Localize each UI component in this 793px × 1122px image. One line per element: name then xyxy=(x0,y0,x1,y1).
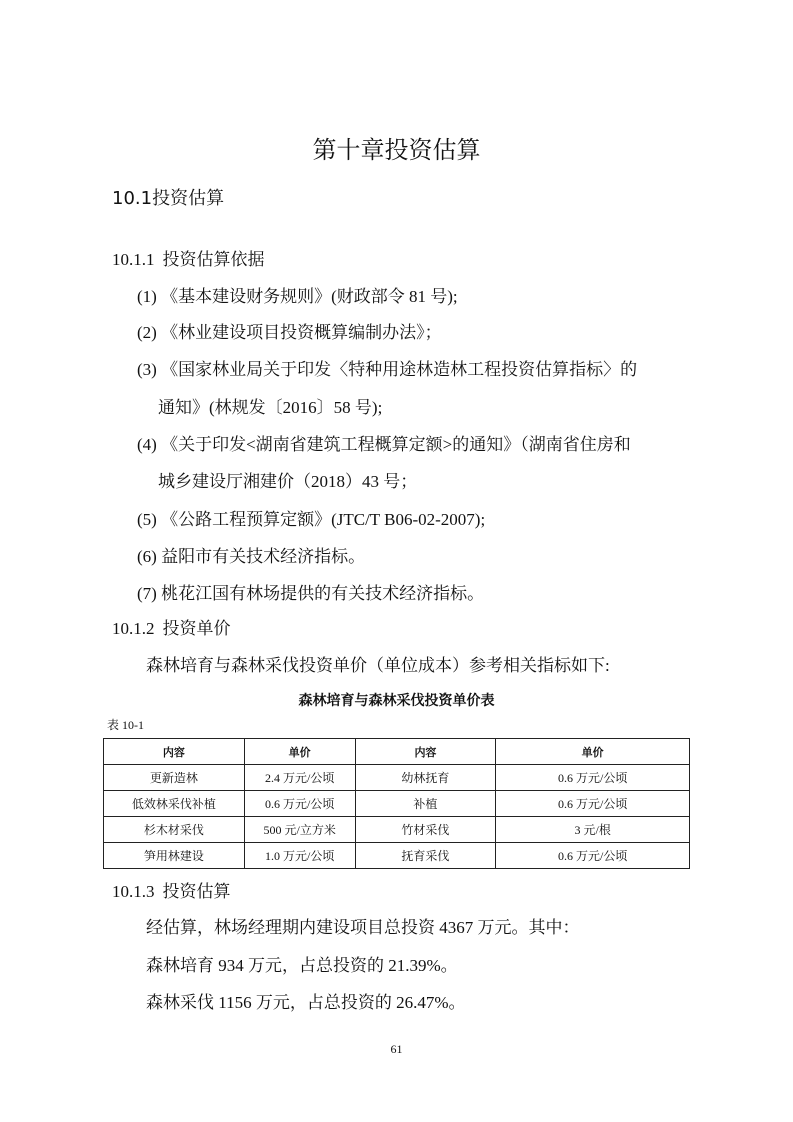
table-cell: 抚育采伐 xyxy=(355,843,496,869)
basis-item: (4) 《关于印发<湖南省建筑工程概算定额>的通知》（湖南省住房和 xyxy=(137,435,631,454)
subsection-number: 10.1.2 xyxy=(112,619,155,638)
table-cell: 3 元/根 xyxy=(496,817,690,843)
table-cell: 2.4 万元/公顷 xyxy=(244,765,355,791)
page-number: 61 xyxy=(390,1042,403,1056)
basis-item-continued: 城乡建设厅湘建价（2018）43 号； xyxy=(158,472,418,491)
header-cell: 内容 xyxy=(355,739,496,765)
basis-item-continued: 通知》(林规发〔2016〕58 号); xyxy=(158,398,383,417)
paragraph: 森林培育 934 万元，占总投资的 21.39%。 xyxy=(146,956,458,975)
unit-price-table xyxy=(103,738,690,869)
basis-item: (6) 益阳市有关技术经济指标。 xyxy=(137,547,366,566)
table-cell: 更新造林 xyxy=(104,765,245,791)
table-cell: 0.6 万元/公顷 xyxy=(244,791,355,817)
table-row xyxy=(104,791,690,817)
subsection-title: 投资估算依据 xyxy=(162,250,265,270)
table-cell: 幼林抚育 xyxy=(355,765,496,791)
table-cell: 500 元/立方米 xyxy=(244,817,355,843)
basis-item: (2) 《林业建设项目投资概算编制办法》； xyxy=(137,323,442,342)
subsection-heading-10-1-3 xyxy=(112,877,231,902)
header-cell: 单价 xyxy=(244,739,355,765)
table-cell: 0.6 万元/公顷 xyxy=(496,765,690,791)
subsection-title: 投资单价 xyxy=(162,619,231,639)
table-cell: 低效林采伐补植 xyxy=(104,791,245,817)
table-cell: 0.6 万元/公顷 xyxy=(496,791,690,817)
table-row xyxy=(104,817,690,843)
table-cell: 笋用林建设 xyxy=(104,843,245,869)
subsection-heading-10-1-2 xyxy=(112,614,231,639)
basis-item: (3) 《国家林业局关于印发〈特种用途林造林工程投资估算指标〉的 xyxy=(137,360,638,379)
basis-item: (1) 《基本建设财务规则》(财政部令 81 号); xyxy=(137,287,458,306)
basis-item: (7) 桃花江国有林场提供的有关技术经济指标。 xyxy=(137,584,485,603)
header-cell: 内容 xyxy=(104,739,245,765)
paragraph: 森林培育与森林采伐投资单价（单位成本）参考相关指标如下: xyxy=(146,656,610,675)
table-number: 表 10-1 xyxy=(107,718,144,732)
table-row xyxy=(104,765,690,791)
paragraph: 经估算，林场经理期内建设项目总投资 4367 万元。其中： xyxy=(146,918,580,937)
table-row xyxy=(104,843,690,869)
table-caption: 森林培育与森林采伐投资单价表 xyxy=(298,693,495,709)
table-cell: 补植 xyxy=(355,791,496,817)
header-cell: 单价 xyxy=(496,739,690,765)
subsection-title: 投资估算 xyxy=(162,882,231,902)
chapter-title: 第十章投资估算 xyxy=(312,136,481,164)
table-cell: 1.0 万元/公顷 xyxy=(244,843,355,869)
subsection-heading-10-1-1 xyxy=(112,245,265,270)
table-cell: 0.6 万元/公顷 xyxy=(496,843,690,869)
subsection-number: 10.1.1 xyxy=(112,250,155,269)
table-cell: 竹材采伐 xyxy=(355,817,496,843)
section-heading: 10.1投资估算 xyxy=(112,188,225,209)
table-cell: 杉木材采伐 xyxy=(104,817,245,843)
table-header-row xyxy=(104,739,690,765)
basis-item: (5) 《公路工程预算定额》(JTC/T B06-02-2007); xyxy=(137,510,486,529)
subsection-number: 10.1.3 xyxy=(112,882,155,901)
paragraph: 森林采伐 1156 万元，占总投资的 26.47%。 xyxy=(146,993,466,1012)
